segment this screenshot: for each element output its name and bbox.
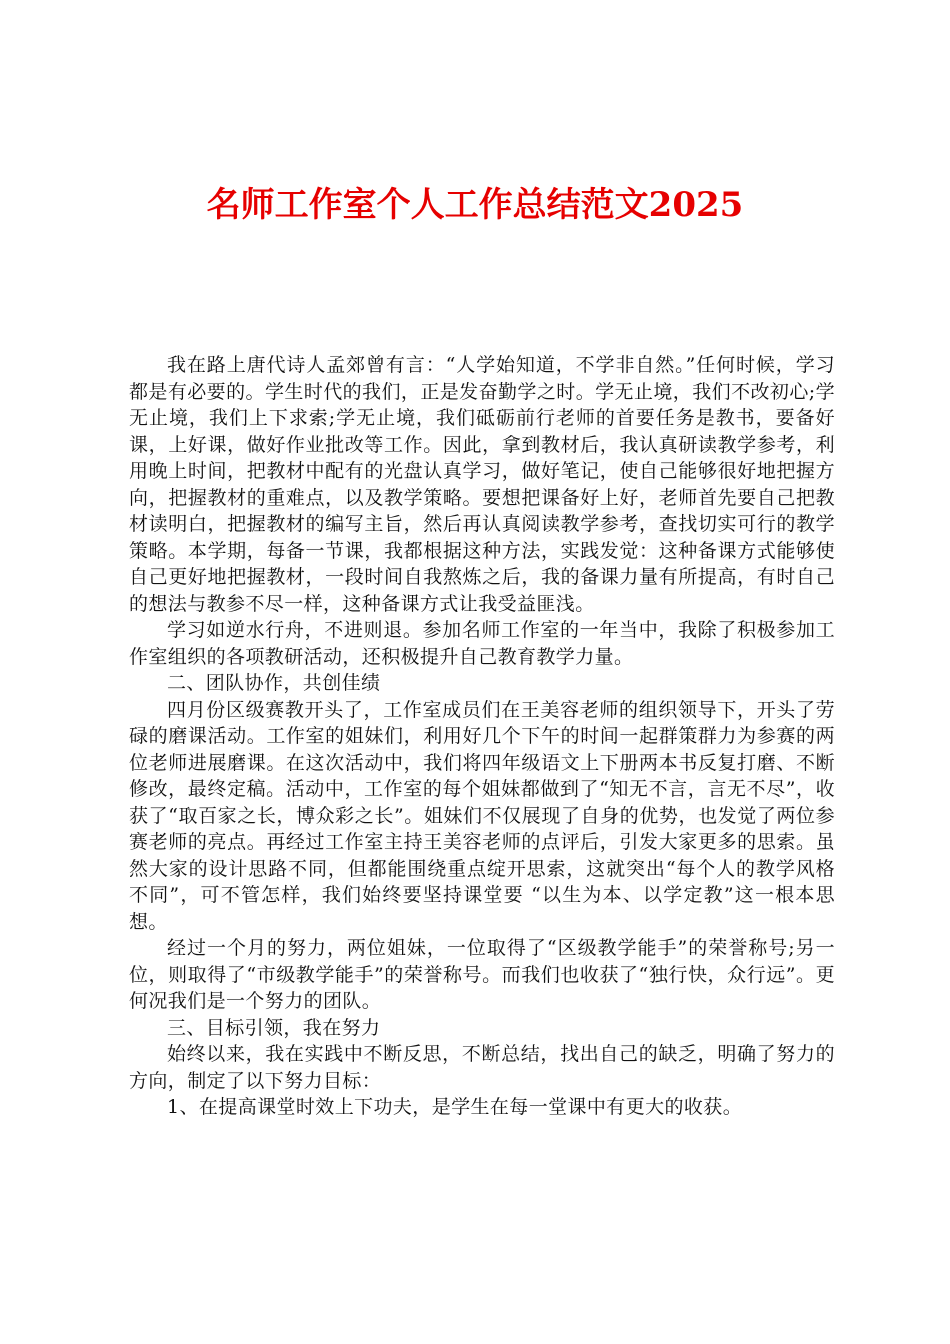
section-heading-goals: 三、目标引领，我在努力 bbox=[167, 1016, 381, 1039]
paragraph-study: 学习如逆水行舟，不进则退。参加名师工作室的一年当中，我除了积极参加工作室组织的各项教研活动，还积极提升自己教育教学力量。 bbox=[129, 619, 835, 668]
document-body bbox=[129, 352, 835, 1121]
paragraph-goal-1: 1、在提高课堂时效上下功夫，是学生在每一堂课中有更大的收获。 bbox=[167, 1096, 743, 1118]
paragraph-teamwork: 四月份区级赛教开头了，工作室成员们在王美容老师的组织领导下，开头了劳碌的磨课活动。工作室的姐妹们，利用好几个下午的时间一起群策群力为参赛的两位老师进展磨课。在这次活动中，我们将四年级语文上下册两本书反复打磨、不断修改，最终定稿。活动中，工作室的每个姐妹都做到了“知无不言，言无不尽”，收获了“取百家之长，博众彩之长”。姐妹们不仅展现了自身的优势，也发觉了两位参赛老师的亮点。再经过工作室主持王美容老师的点评后，引发大家更多的思索。虽然大家的设计思路不同，但都能围绕重点绽开思索，这就突出“每个人的教学风格不同”，可不管怎样，我们始终要坚持课堂要 “以生为本、以学定教”这一根本思想。 bbox=[129, 698, 835, 933]
paragraph-results: 经过一个月的努力，两位姐妹，一位取得了“区级教学能手”的荣誉称号;另一位，则取得了“市级教学能手”的荣誉称号。而我们也收获了“独行快，众行远”。更何况我们是一个努力的团队。 bbox=[129, 937, 835, 1012]
paragraph-goals-intro: 始终以来，我在实践中不断反思，不断总结，找出自己的缺乏，明确了努力的方向，制定了以下努力目标： bbox=[129, 1043, 835, 1092]
section-heading-teamwork: 二、团队协作，共创佳绩 bbox=[167, 672, 381, 694]
paragraph-intro: 我在路上唐代诗人孟郊曾有言：“人学始知道，不学非自然。”任何时候，学习都是有必要的。学生时代的我们，正是发奋勤学之时。学无止境，我们不改初心;学无止境，我们上下求索;学无止境，我们砥砺前行老师的首要任务是教书，要备好课，上好课，做好作业批改等工作。因此，拿到教材后，我认真研读教学参考，利用晚上时间，把教材中配有的光盘认真学习，做好笔记，使自己能够很好地把握方向，把握教材的重难点，以及教学策略。要想把课备好上好，老师首先要自己把教材读明白，把握教材的编写主旨，然后再认真阅读教学参考，查找切实可行的教学策略。本学期，每备一节课，我都根据这种方法，实践发觉：这种备课方式能够使自己更好地把握教材，一段时间自我熬炼之后，我的备课力量有所提高，有时自己的想法与教参不尽一样，这种备课方式让我受益匪浅。 bbox=[129, 354, 835, 615]
document-title: 名师工作室个人工作总结范文2025 bbox=[206, 185, 744, 225]
